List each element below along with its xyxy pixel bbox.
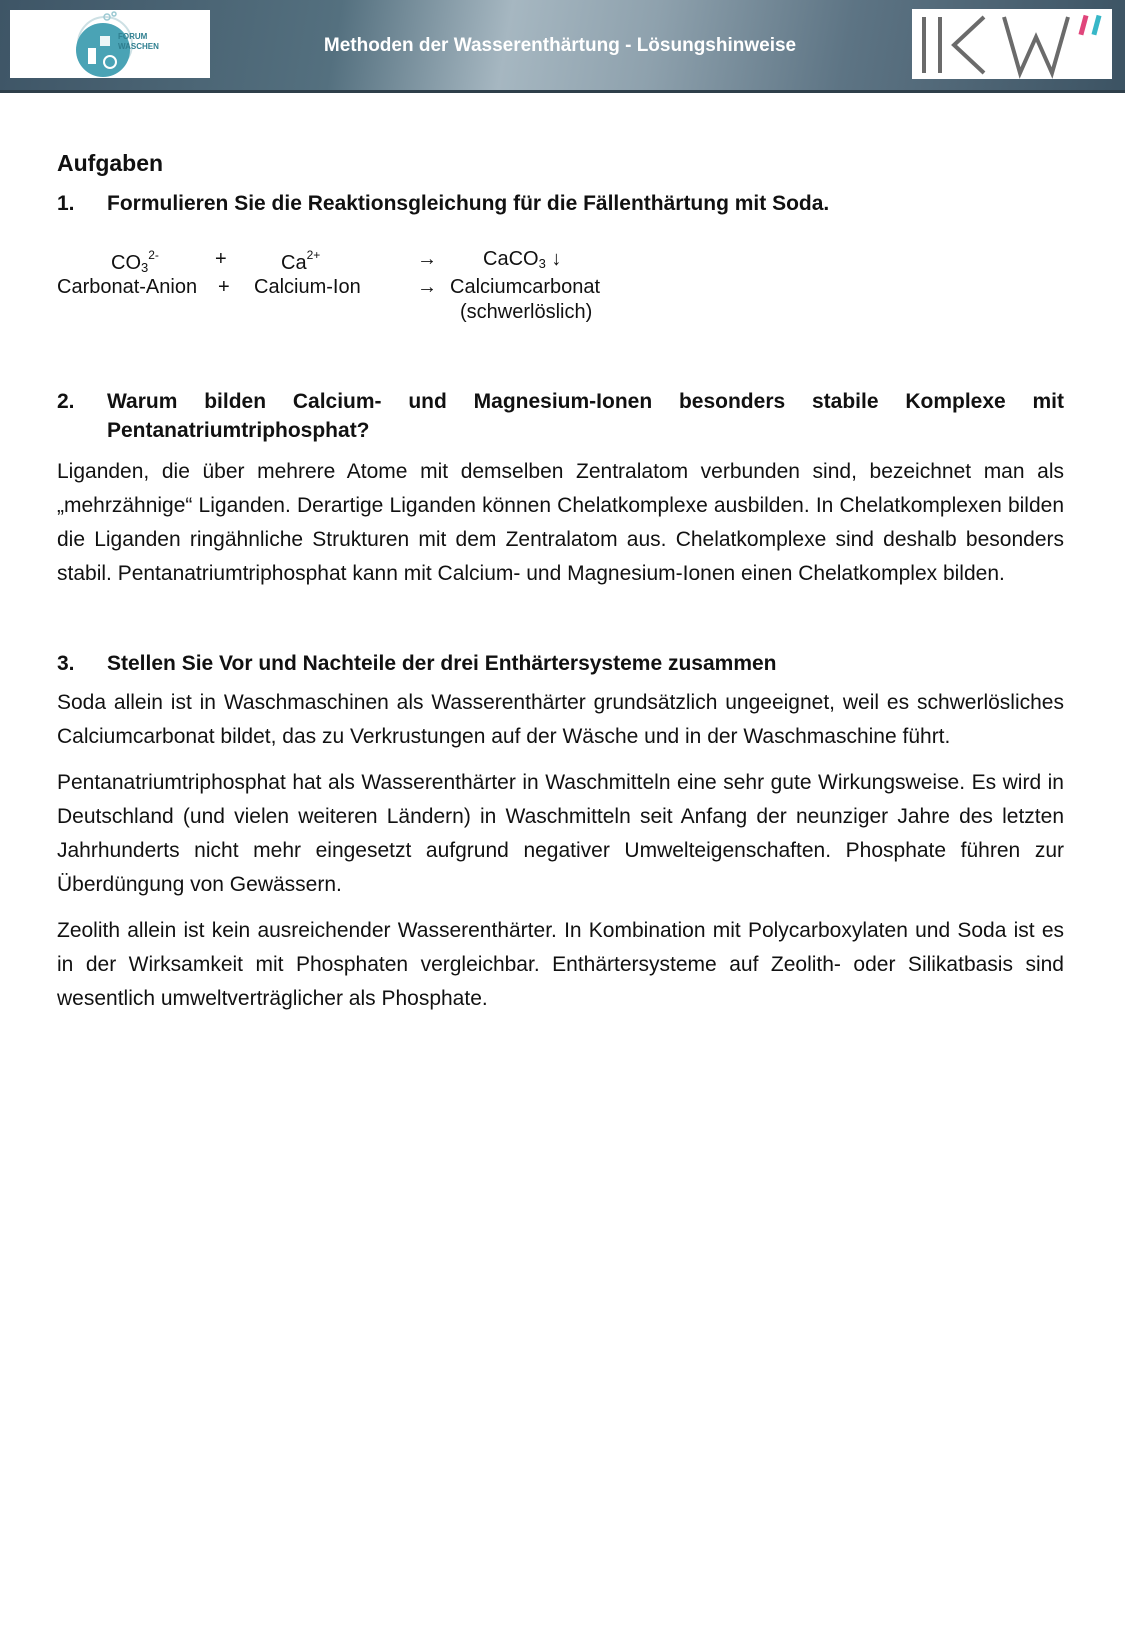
product-name: Calciumcarbonat	[450, 276, 601, 298]
task-2-question	[57, 387, 1064, 445]
task-3-question-text: Stellen Sie Vor und Nachteile der drei Enthärtersysteme zusammen	[107, 652, 777, 675]
names-plus: +	[218, 276, 230, 298]
task-2-question-text: Warum bilden Calcium- und Magnesium-Ionen besonders stabile Komplexe mit Pentanatriumtriphosphat?	[107, 390, 1064, 442]
equation-arrow: →	[417, 248, 437, 270]
section-title: Aufgaben	[57, 150, 164, 176]
task-2-number: 2.	[57, 390, 75, 413]
task-1-question	[57, 189, 1064, 218]
carbonate-base: CO	[111, 252, 141, 274]
page-header	[0, 0, 1125, 93]
ikw-logo	[912, 9, 1112, 79]
task-2-answer: Liganden, die über mehrere Atome mit demselben Zentralatom verbunden sind, bezeichnet man als „mehrzähnige“ Liganden. Derartige Liganden können Chelatkomplexe ausbilden. In Chelatkomplexen bilden die Liganden ringähnliche Strukturen mit dem Zentralatom aus. Chelatkomplexe sind deshalb besonders stabil. Pentanatriumtriphosphat kann mit Calcium- und Magnesium-Ionen einen Chelatkomplex bilden.	[57, 460, 1064, 585]
task-1-number: 1.	[57, 192, 75, 215]
product-base: CaCO	[483, 248, 539, 270]
equation-plus: +	[215, 248, 227, 270]
calcium-formula	[281, 248, 320, 275]
forum-waschen-logo-text: FORUM WASCHEN	[118, 32, 159, 51]
page-content	[57, 150, 1064, 1016]
carbonate-subscript: 3	[141, 260, 149, 275]
product-subscript: 3	[538, 256, 546, 271]
task-3-answer-paragraph: Pentanatriumtriphosphat hat als Wasserenthärter in Waschmitteln eine sehr gute Wirkungsweise. Es wird in Deutschland (und vielen weiteren Ländern) in Waschmitteln seit Anfang der neunziger Jahre des letzten Jahrhunderts nicht mehr eingesetzt aufgrund negativer Umwelteigenschaften. Phosphate führen zur Überdüngung von Gewässern.	[57, 771, 1064, 896]
task-3-answer-paragraph: Zeolith allein ist kein ausreichender Wasserenthärter. In Kombination mit Polycarboxylaten und Soda ist es in der Wirksamkeit mit Phosphaten vergleichbar. Enthärtersysteme auf Zeolith- oder Silikatbasis sind wesentlich umweltverträglicher als Phosphate.	[57, 919, 1064, 1010]
task-3-answer-paragraph: Soda allein ist in Waschmaschinen als Wasserenthärter grundsätzlich ungeeignet, weil es schwerlösliches Calciumcarbonat bildet, das zu Verkrustungen auf der Wäsche und in der Waschmaschine führt.	[57, 691, 1064, 748]
forum-waschen-logo-graphic	[10, 10, 210, 78]
carbonate-charge: 2-	[148, 248, 159, 262]
task-1-question-text: Formulieren Sie die Reaktionsgleichung für die Fällenthärtung mit Soda.	[107, 192, 830, 215]
reaction-equation	[57, 248, 1064, 343]
task-3-question	[57, 649, 1064, 678]
ikw-logo-graphic	[912, 9, 1112, 79]
carbonate-formula	[111, 248, 159, 275]
calcium-name: Calcium-Ion	[254, 276, 361, 298]
carbonate-name: Carbonat-Anion	[57, 276, 198, 298]
calcium-base: Ca	[281, 252, 307, 274]
precipitate-arrow-icon: ↓	[551, 248, 562, 270]
calcium-charge: 2+	[306, 248, 321, 262]
task-3-number: 3.	[57, 652, 75, 675]
page-title: Methoden der Wasserenthärtung - Lösungshinweise	[323, 35, 797, 56]
names-arrow: →	[417, 276, 437, 298]
product-note: (schwerlöslich)	[460, 301, 593, 323]
product-formula	[483, 248, 561, 271]
forum-waschen-logo	[10, 10, 210, 78]
